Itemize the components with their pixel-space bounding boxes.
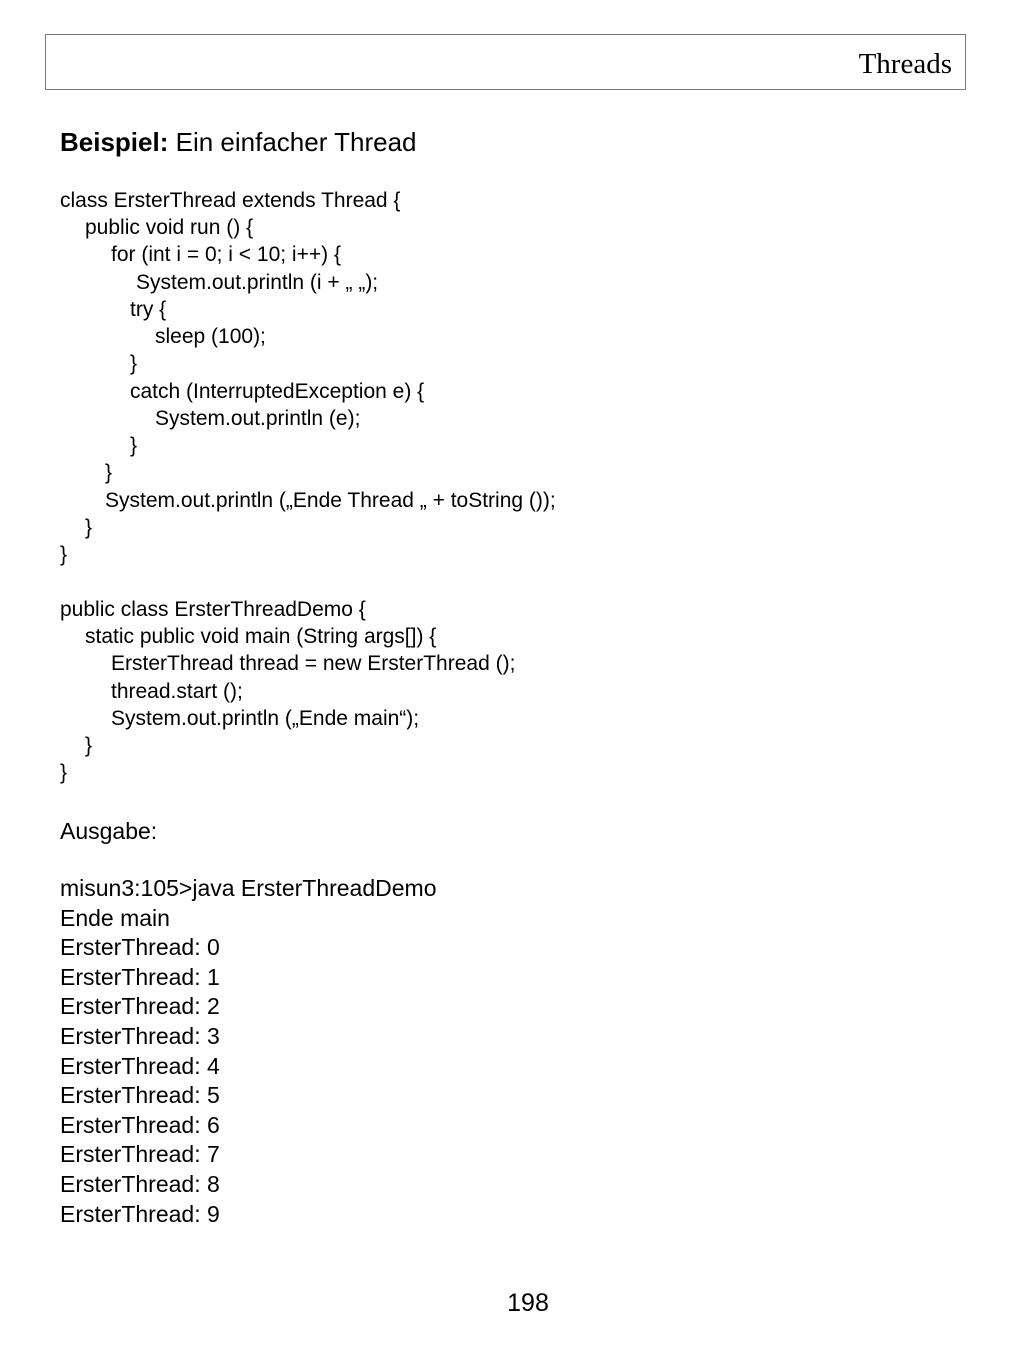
code-line: ErsterThread thread = new ErsterThread (); xyxy=(111,652,516,675)
code-line: for (int i = 0; i < 10; i++) { xyxy=(111,243,341,266)
section-heading xyxy=(60,126,417,158)
code-line: try { xyxy=(130,298,167,321)
output-line: ErsterThread: 7 xyxy=(60,1141,220,1168)
code-line: System.out.println („Ende main“); xyxy=(111,707,420,730)
output-line: Ende main xyxy=(60,904,170,931)
code-line: System.out.println („Ende Thread „ + toString ()); xyxy=(105,489,556,512)
heading-label: Beispiel: xyxy=(60,127,169,157)
output-line: ErsterThread: 2 xyxy=(60,993,220,1020)
code-line: static public void main (String args[]) { xyxy=(85,625,437,648)
page-title: Threads xyxy=(858,48,952,80)
code-line: } xyxy=(60,761,68,784)
output-line: ErsterThread: 8 xyxy=(60,1170,220,1197)
code-line: } xyxy=(85,516,93,539)
page-number: 198 xyxy=(507,1289,549,1317)
header-box xyxy=(45,34,966,90)
code-line: public void run () { xyxy=(85,216,254,239)
code-line: System.out.println (i + „ „); xyxy=(136,271,379,294)
output-line: ErsterThread: 1 xyxy=(60,963,220,990)
code-line: } xyxy=(130,434,138,457)
output-line: ErsterThread: 0 xyxy=(60,934,220,961)
code-line: } xyxy=(130,352,138,375)
output-label: Ausgabe: xyxy=(60,818,158,844)
code-line: sleep (100); xyxy=(155,325,266,348)
code-line: System.out.println (e); xyxy=(155,407,361,430)
code-line: catch (InterruptedException e) { xyxy=(130,380,425,403)
output-line: ErsterThread: 4 xyxy=(60,1052,220,1079)
console-output xyxy=(60,874,437,1229)
output-line: ErsterThread: 6 xyxy=(60,1111,220,1138)
code-line: class ErsterThread extends Thread { xyxy=(60,189,401,212)
output-line: misun3:105>java ErsterThreadDemo xyxy=(60,875,437,901)
code-line: } xyxy=(60,543,68,566)
output-line: ErsterThread: 9 xyxy=(60,1200,220,1227)
code-line: } xyxy=(105,461,113,484)
code-line: } xyxy=(85,734,93,757)
code-line: public class ErsterThreadDemo { xyxy=(60,598,366,621)
heading-text: Ein einfacher Thread xyxy=(168,127,417,157)
output-line: ErsterThread: 5 xyxy=(60,1082,220,1109)
code-line: thread.start (); xyxy=(111,680,243,703)
output-line: ErsterThread: 3 xyxy=(60,1022,220,1049)
